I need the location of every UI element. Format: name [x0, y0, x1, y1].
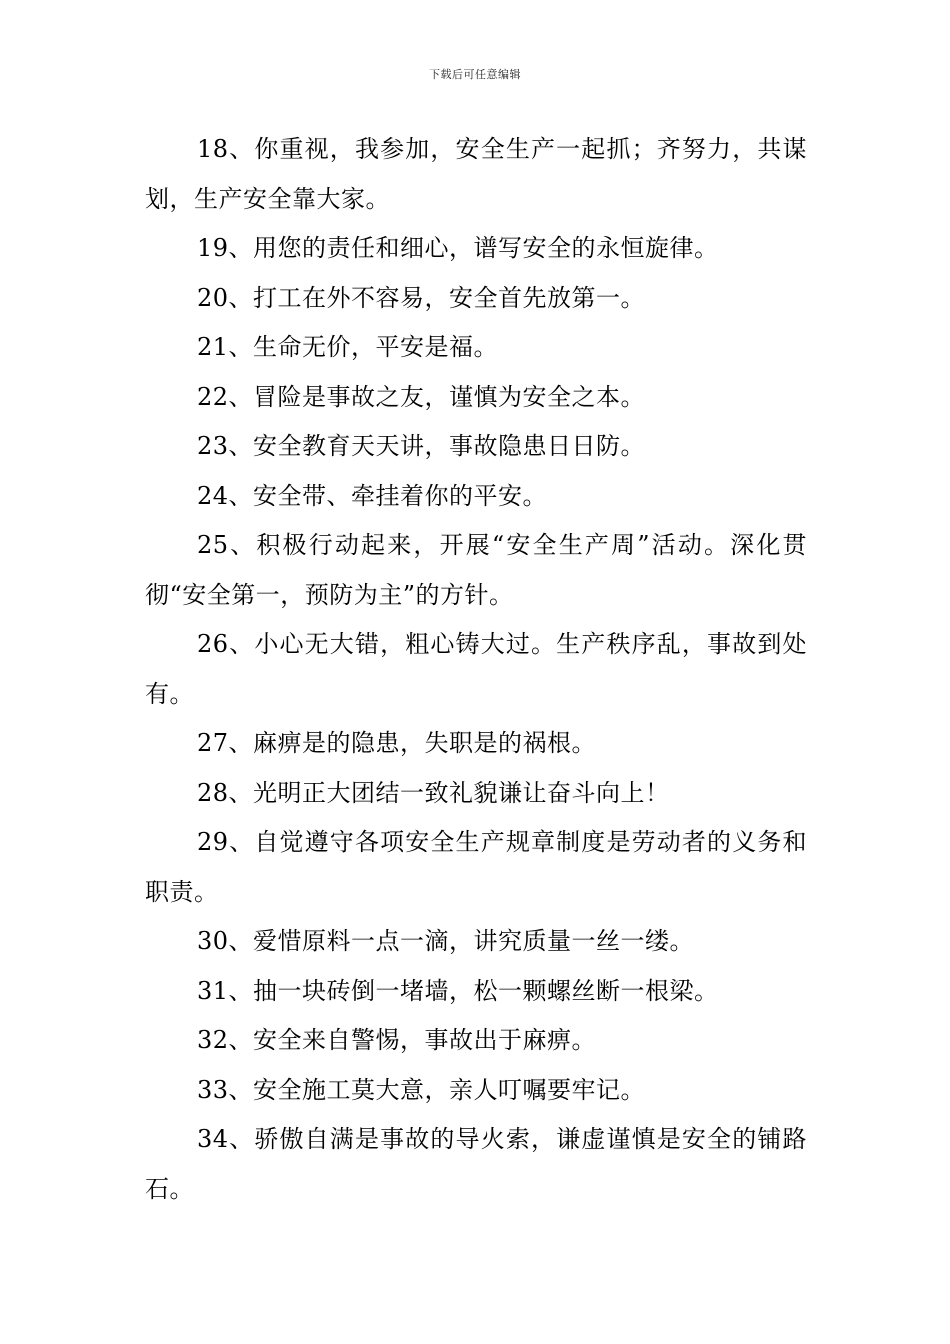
- slogan-item-21: 21、生命无价，平安是福。: [197, 333, 499, 361]
- slogan-item-25: 25、积极行动起来，开展“安全生产周”活动。深化贯彻“安全第一，预防为主”的方针。: [145, 531, 807, 609]
- slogan-item-26: 26、小心无大错，粗心铸大过。生产秩序乱，事故到处有。: [145, 630, 807, 708]
- slogan-item-34: 34、骄傲自满是事故的导火索，谦虚谨慎是安全的铺路石。: [145, 1125, 807, 1203]
- slogan-item-22: 22、冒险是事故之友，谨慎为安全之本。: [197, 382, 646, 411]
- slogan-item-19: 19、用您的责任和细心，谱写安全的永恒旋律。: [197, 234, 719, 262]
- slogan-item-20: 20、打工在外不容易，安全首先放第一。: [197, 283, 646, 312]
- slogan-item-29: 29、自觉遵守各项安全生产规章制度是劳动者的义务和职责。: [145, 828, 807, 906]
- slogan-item-18: 18、你重视，我参加，安全生产一起抓；齐努力，共谋划，生产安全靠大家。: [145, 135, 807, 213]
- slogan-item-31: 31、抽一块砖倒一堵墙，松一颗螺丝断一根梁。: [197, 976, 719, 1005]
- header-note: 下载后可任意编辑: [429, 68, 521, 81]
- slogan-item-33: 33、安全施工莫大意，亲人叮嘱要牢记。: [197, 1075, 646, 1104]
- slogan-list: [145, 125, 807, 1214]
- slogan-item-28: 28、光明正大团结一致礼貌谦让奋斗向上！: [197, 778, 670, 807]
- slogan-item-30: 30、爱惜原料一点一滴，讲究质量一丝一缕。: [197, 927, 695, 955]
- slogan-item-27: 27、麻痹是的隐患，失职是的祸根。: [197, 729, 597, 757]
- slogan-item-23: 23、安全教育天天讲，事故隐患日日防。: [197, 432, 646, 460]
- slogan-item-32: 32、安全来自警惕，事故出于麻痹。: [197, 1026, 597, 1054]
- slogan-item-24: 24、安全带、牵挂着你的平安。: [197, 481, 548, 510]
